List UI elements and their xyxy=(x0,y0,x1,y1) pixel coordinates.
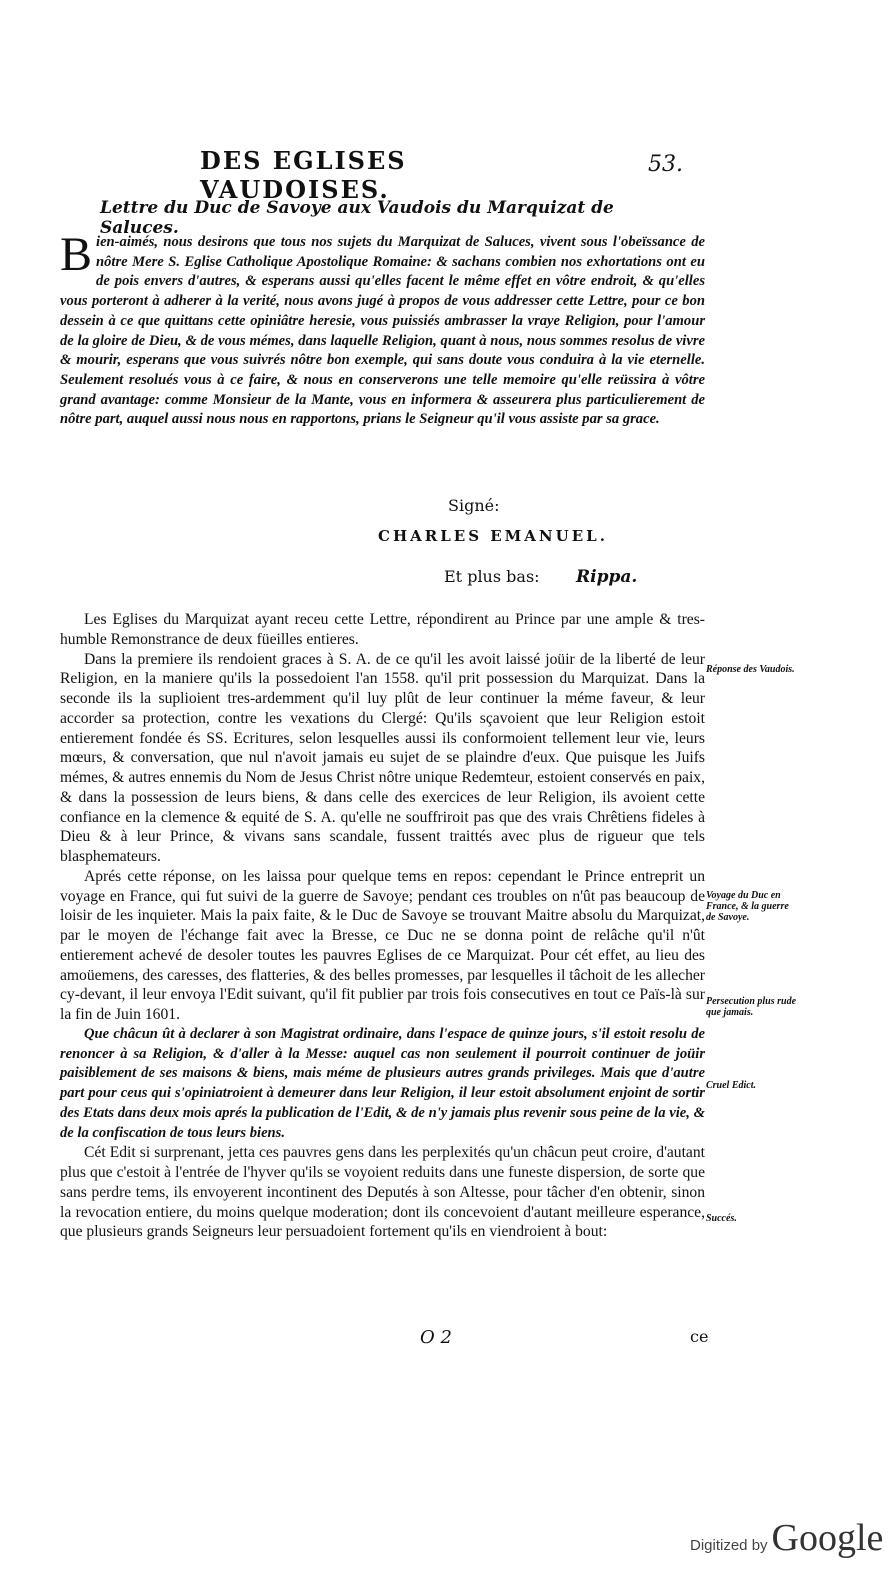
paragraph-remonstrance: Les Eglises du Marquizat ayant receu cette Lettre, répondirent au Prince par une ample & tres-humble Remonstrance de deux füeilles entieres. xyxy=(60,611,705,648)
margin-note-succes: Succés. xyxy=(706,1213,737,1224)
paragraph-edict: Que châcun ût à declarer à son Magistrat ordinaire, dans l'espace de quinze jours, s'il estoit resolu de renoncer à sa Religion, & d'aller à la Messe: auquel cas non seulement il pourroit continuer de joüir paisiblement de ses maisons & biens, mais méme de plusieurs autres grands privileges. Mais que d'autre part pour ceus qui s'opiniatroient à demeurer dans leur Religion, il leur estoit absolument enjoint de sortir des Etats dans deux mois aprés la publication de l'Edit, & de n'y jamais plus revenir sous peine de la vie, & de la confiscation de tous leurs biens. xyxy=(60,1025,705,1141)
signature-mark: O 2 xyxy=(420,1327,452,1348)
paragraph-graces: Dans la premiere ils rendoient graces à S. A. de ce qu'il les avoit laissé joüir de la liberté de leur Religion, en la maniere qu'ils la possedoient l'an 1558. qu'il prit possession du Marquizat. Dans la seconde ils la suplioient tres-ardemment qu'il luy plût de leur continuer la méme faveur, & leur accorder sa protection, contre les vexations du Clergé: Qu'ils sçavoient que leur Religion estoit entierement fondée és SS. Ecritures, selon lesquelles aussi ils conformoient tellement leur vie, leurs mœurs, & conversation, que nul n'avoit jamais eu sujet de se plaindre d'eux. Que puisque les Juifs mémes, & autres ennemis du Nom de Jesus Christ nôtre unique Redemteur, estoient conservés en paix, & dans la possession de leurs biens, & dans celle des exercices de leur Religion, ils avoient cette confiance en la clemence & equité de S. A. qu'elle ne souffriroit pas que des vrais Chrêtiens fideles à Dieu & à leur Prince, & vivans sans scandale, fussent traittés avec plus de rigueur que tels blasphemateurs. xyxy=(60,650,705,865)
signe-label: Signé: xyxy=(448,496,500,515)
margin-note-cruel-edict: Cruel Edict. xyxy=(706,1080,757,1091)
running-title: DES EGLISES VAUDOISES. xyxy=(200,146,407,204)
drop-cap: B xyxy=(60,228,93,281)
margin-note-reponse: Réponse des Vaudois. xyxy=(706,664,795,675)
body-text xyxy=(60,610,705,1242)
letter-text: ien-aimés, nous desirons que tous nos sujets du Marquizat de Saluces, vivent sous l'obeïssance de nôtre Mere S. Eglise Catholique Apostolique Romaine: & sachans combien nos exhortations ont eu de pois envers d'autres, & esperans aussi qu'elles facent le même effet en vôtre endroit, & qu'elles vous porteront à adherer à la verité, nous avons jugé à propos de vous addresser cette Lettre, pour ce bon dessein à ce que quittans cette opiniâtre heresie, vous puissiés ambrasser la vraye Religion, pour l'amour de la gloire de Dieu, & de vous mémes, dans laquelle Religion, quant à nous, nous sommes resolus de vivre & mourir, esperans que vous suivrés nôtre bon exemple, qui sans doute vous conduira à la vie eternelle. Seulement resolués vous à ce faire, & nous en conserverons une telle memoire qu'elle reüssira à vôtre grand avantage: comme Monsieur de la Mante, vous en informera & asseurera plus particulierement de nôtre part, auquel aussi nous nous en rapportons, prians le Seigneur qu'il vous assiste par sa grace. xyxy=(60,234,705,428)
et-plus-bas-label: Et plus bas: xyxy=(444,567,540,586)
margin-note-voyage: Voyage du Duc en France, & la guerre de Savoye. xyxy=(706,890,789,923)
signature-name: CHARLES EMANUEL. xyxy=(378,527,608,545)
google-logo: Google xyxy=(771,1517,884,1559)
watermark-prefix: Digitized by xyxy=(690,1537,768,1554)
paragraph-voyage: Aprés cette réponse, on les laissa pour quelque tems en repos: cependant le Prince entreprit un voyage en France, qui fut suivi de la guerre de Savoye; pendant ces troubles on n'ût pas beaucoup de loisir de les inquieter. Mais la paix faite, & le Duc de Savoye se trouvant Maitre absolu du Marquizat, par le moyen de l'échange fait avec la Bresse, ce Duc ne se donna point de relâche qu'il n'ût entierement achevé de desoler toutes les pauvres Eglises de ce Marquizat. Pour cét effet, au lieu des amoüemens, des caresses, des flatteries, & des belles promesses, par lesquelles il tâchoit de les allecher cy-devant, il leur envoya l'Edit suivant, qu'il fit publier par trois fois consecutives en tout ce Païs-là sur la fin de Juin 1601. xyxy=(60,867,705,1023)
paragraph-consequences: Cét Edit si surprenant, jetta ces pauvres gens dans les perplexités qu'un châcun peut croire, d'autant plus que c'estoit à l'entrée de l'hyver qu'ils se voyoient reduits dans une funeste dispersion, de sorte que sans perdre tems, ils envoyerent incontinent des Deputés à son Altesse, pour tâcher d'en obtenir, sinon la revocation entiere, du moins quelque moderation; dont ils concevoient d'autant meilleure esperance, que plusieurs grands Seigneurs leur persuadoient fortement qu'ils en viendroient à bout: xyxy=(60,1144,705,1241)
digitized-watermark xyxy=(690,1516,883,1560)
letter-title: Lettre du Duc de Savoye aux Vaudois du Marquizat de Saluces. xyxy=(100,198,614,238)
catchword: ce xyxy=(690,1327,709,1346)
page-number: 53. xyxy=(648,152,683,177)
letter-body xyxy=(60,228,705,430)
countersignature: Rippa. xyxy=(576,567,638,587)
margin-note-persecution: Persecution plus rude que jamais. xyxy=(706,996,797,1018)
